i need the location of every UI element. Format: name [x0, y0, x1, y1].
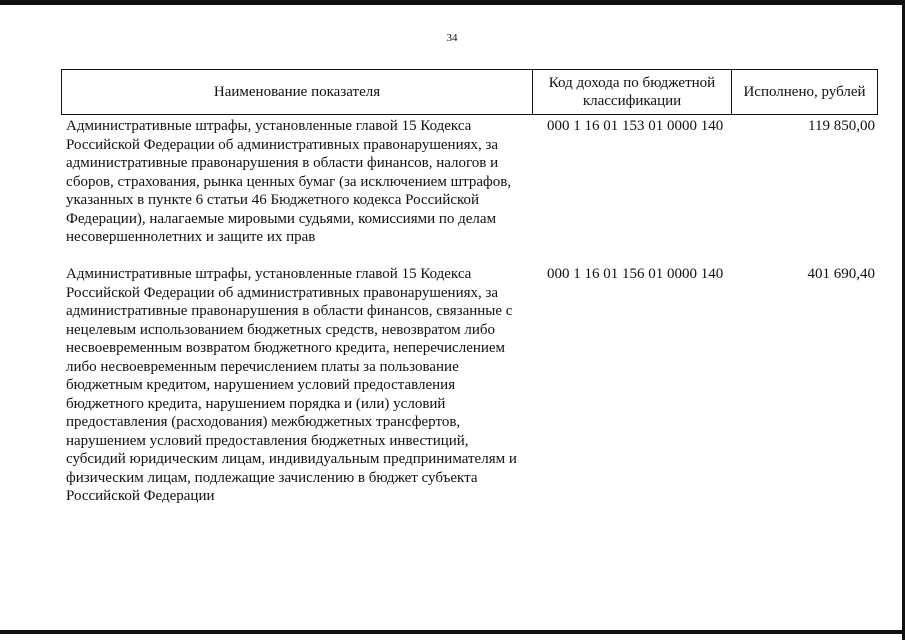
row-name-line: Федерации), налагаемые мировыми судьями, комиссиями по делам — [66, 210, 497, 227]
row-name-line: нецелевым использованием бюджетных средств, невозвратом либо — [66, 321, 495, 338]
row-name-line: Административные штрафы, установленные главой 15 Кодекса — [66, 118, 472, 134]
row-name-line: субсидий юридическим лицам, индивидуальным предпринимателям и — [66, 451, 517, 467]
row-name-line: Административные штрафы, установленные главой 15 Кодекса — [66, 266, 472, 282]
row-name-line: физическим лицам, подлежащие зачислению в бюджет субъекта — [66, 469, 478, 486]
row-name-line: Российской Федерации — [66, 488, 215, 504]
row-code: 000 1 16 01 156 01 0000 140 — [547, 266, 724, 282]
row-name-line: несовершеннолетних и защите их прав — [66, 229, 316, 245]
row-name — [66, 117, 534, 247]
row-name-line: либо несвоевременным перечислением платы за пользование — [66, 358, 459, 375]
row-name-line: предоставления (расходования) межбюджетных трансфертов, — [66, 414, 461, 430]
row-name-line: несвоевременным возвратом бюджетного кредита, неперечислением — [66, 340, 506, 356]
row-code: 000 1 16 01 153 01 0000 140 — [547, 118, 724, 134]
row-name-line: сборов, страхования, рынка ценных бумаг (за исключением штрафов, — [66, 173, 512, 190]
page-number: 34 — [446, 32, 458, 44]
row-name-line: указанных в пункте 6 статьи 46 Бюджетного кодекса Российской — [66, 192, 480, 208]
row-name-line: Российской Федерации об административных правонарушениях, за — [66, 136, 499, 153]
row-name-line: нарушением условий предоставления бюджетных инвестиций, — [66, 432, 469, 449]
row-name-line: административные правонарушения в области финансов, налогов и — [66, 155, 499, 171]
row-name-line: Российской Федерации об административных правонарушениях, за — [66, 284, 499, 301]
row-amount: 119 850,00 — [808, 118, 875, 134]
header-name: Наименование показателя — [62, 70, 533, 114]
row-name — [66, 265, 534, 506]
bottom-border-line — [0, 630, 905, 634]
header-amount: Исполнено, рублей — [743, 84, 866, 100]
header-code: Код дохода по бюджетной классификации — [533, 70, 732, 114]
top-border-line — [0, 0, 905, 5]
row-amount: 401 690,40 — [807, 266, 875, 282]
row-name-line: бюджетного кредита, нарушением порядка и (или) условий — [66, 395, 446, 412]
row-name-line: административные правонарушения в области финансов, связанные с — [66, 303, 513, 319]
table-header — [61, 69, 878, 115]
row-name-line: бюджетным кредитом, нарушением условий предоставления — [66, 377, 456, 393]
